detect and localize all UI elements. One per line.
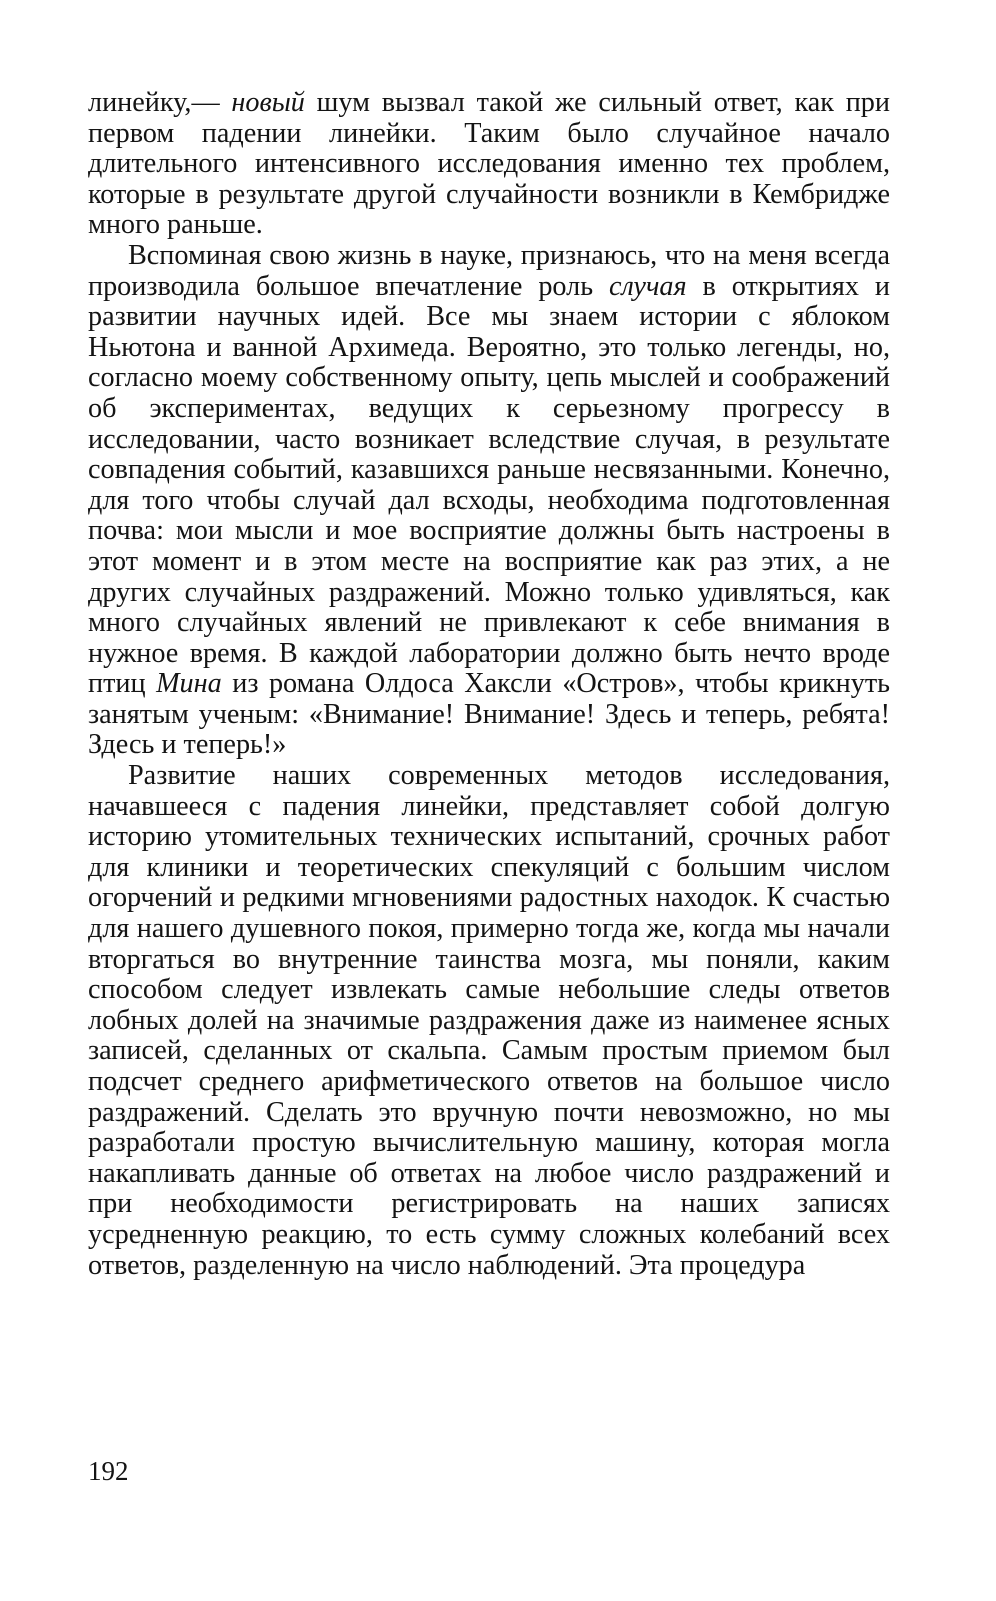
paragraph: [88, 761, 890, 1281]
text-segment: из романа Олдоса Хаксли «Остров», чтобы крикнуть занятым ученым: «Внимание! Внимание! Здесь и теперь, ребята! Здесь и теперь!»: [88, 668, 890, 761]
text-segment: Вспоминая свою жизнь в науке, признаюсь, что на меня всегда производила большое впечатление роль: [88, 239, 890, 302]
text-segment: в открытиях и развитии научных идей. Все мы знаем истории с яблоком Ньютона и ванной Архимеда. Вероятно, это только легенды, но, согласно моему собственному опыту, цепь мыслей и соображений об экспериментах, ведущих к серьезному прогрессу в исследовании, часто возникает вследствие случая, в результате совпадения событий, казавшихся раньше несвязанными. Конечно, для того чтобы случай дал всходы, необходима подготовленная почва: мои мысли и мое восприятие должны быть настроены в этот момент и в этом месте на восприятие как раз этих, а не других случайных раздражений. Можно только удивляться, как много случайных явлений не привлекают к себе внимания в нужное время. В каждой лаборатории должно быть нечто вроде птиц: [88, 270, 890, 700]
italic-text: новый: [231, 87, 305, 118]
page-number: 192: [88, 1456, 129, 1486]
text-segment: линейку,—: [88, 87, 232, 118]
paragraph: [88, 241, 890, 761]
text-segment: шум вызвал такой же сильный ответ, как при первом падении линейки. Таким было случайное начало длительного интенсивного исследования именно тех проблем, которые в результате другой случайности возникли в Кембридже много раньше.: [88, 87, 890, 241]
body-text: [88, 88, 890, 1281]
paragraph: [88, 88, 890, 241]
italic-text: Мина: [156, 668, 222, 700]
text-segment: Развитие наших современных методов исследования, начавшееся с падения линейки, представляет собой долгую историю утомительных технических испытаний, срочных работ для клиники и теоретических спекуляций с большим числом огорчений и редкими мгновениями радостных находок. К счастью для нашего душевного покоя, примерно тогда же, когда мы начали вторгаться во внутренние таинства мозга, мы поняли, каким способом следует извлекать самые небольшие следы ответов лобных долей на значимые раздражения даже из наименее ясных записей, сделанных от скальпа. Самым простым приемом был подсчет среднего арифметического ответов на большое число раздражений. Сделать это вручную почти невозможно, но мы разработали простую вычислительную машину, которая могла накапливать данные об ответах на любое число раздражений и при необходимости регистрировать на наших записях усредненную реакцию, то есть сумму сложных колебаний всех ответов, разделенную на число наблюдений. Эта процедура: [88, 760, 890, 1281]
italic-text: случая: [609, 270, 687, 302]
